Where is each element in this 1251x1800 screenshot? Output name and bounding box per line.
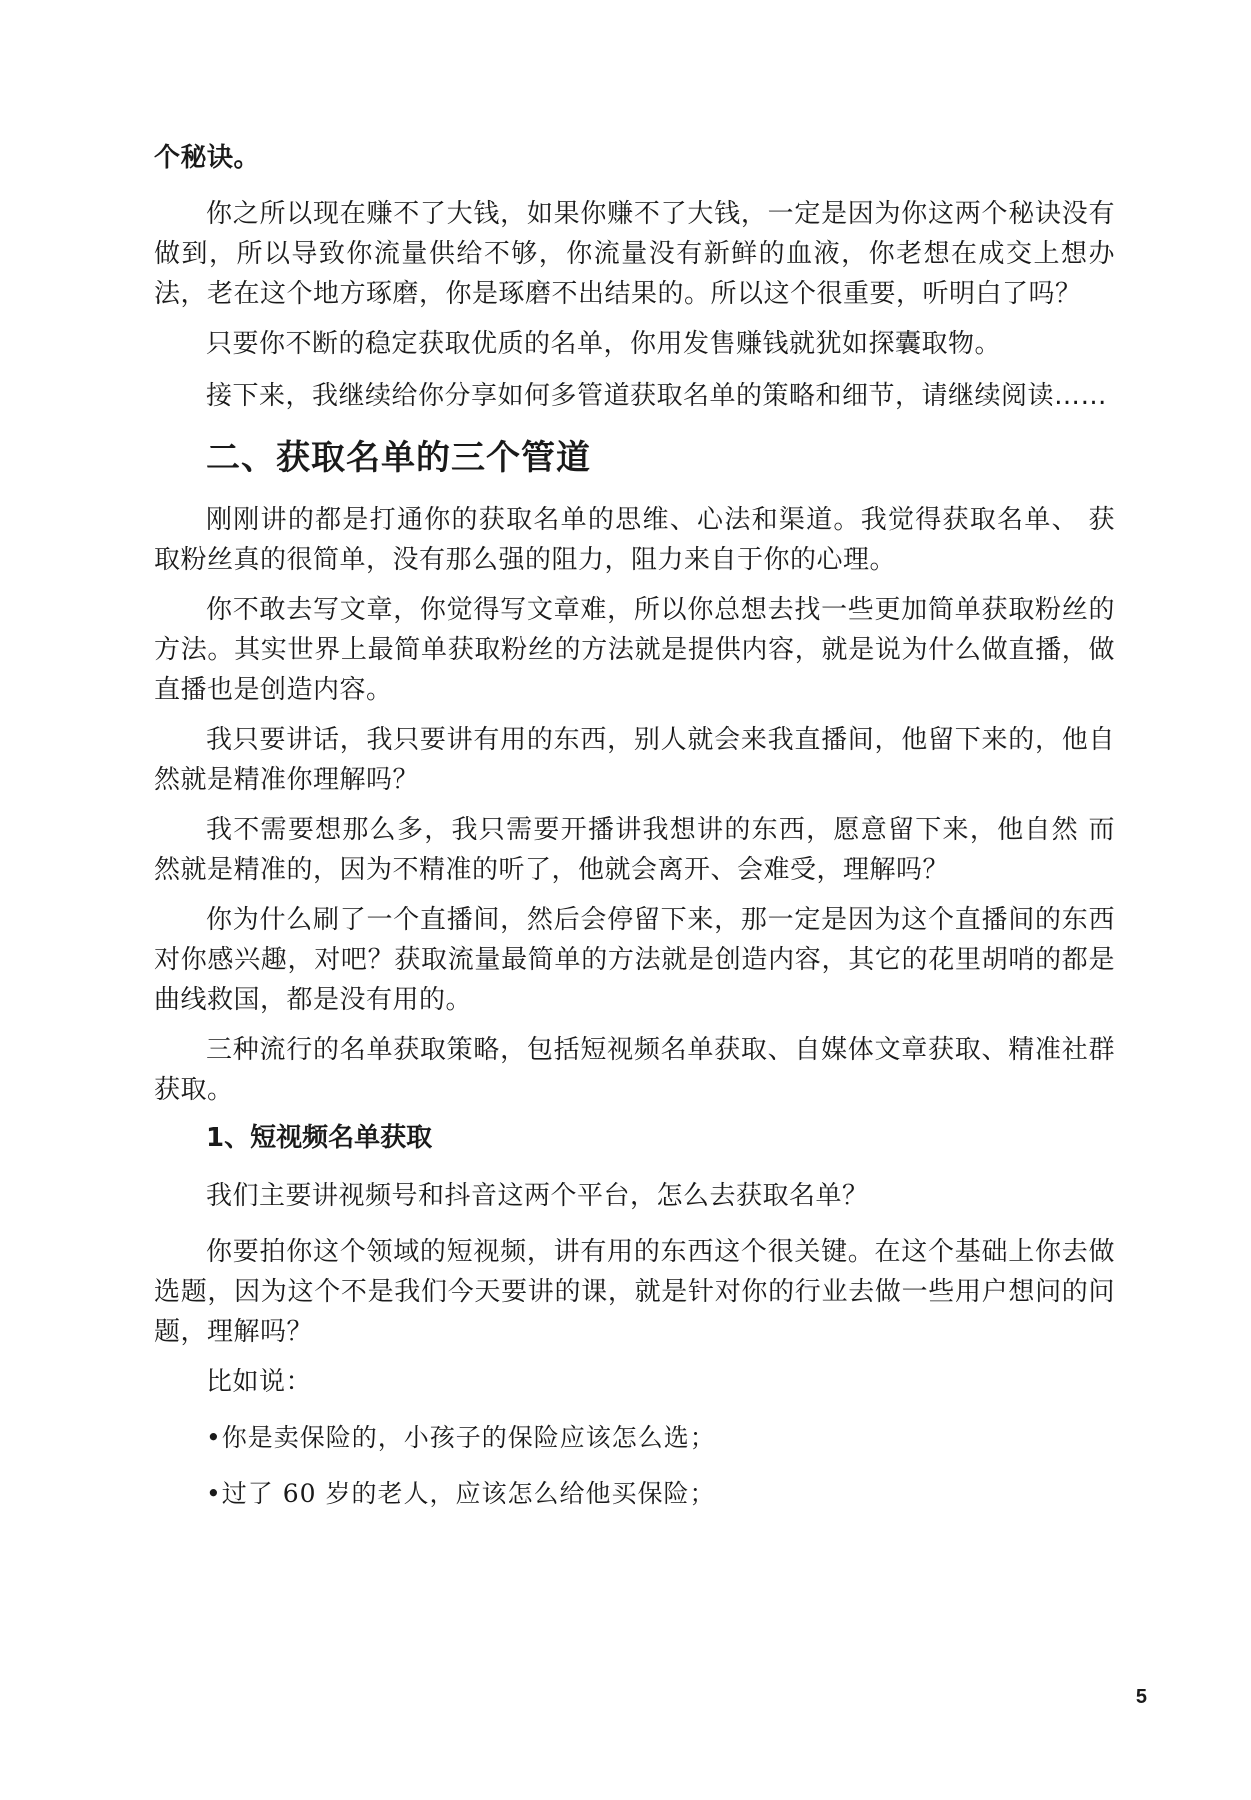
paragraph-text: 你不敢去写文章，你觉得写文章难，所以你总想去找一些更加简单获取粉丝的方法。其实世界上最简单获取粉丝的方法就是提供内容，就是说为什么做直播，做直播也是创造内容。 [154,595,1115,705]
subsection-heading [154,1118,1115,1158]
paragraph-text: 接下来，我继续给你分享如何多管道获取名单的策略和细节，请继续阅读…… [206,381,1108,411]
bullet-item [154,1418,1115,1458]
paragraph-text: 我只要讲话，我只要讲有用的东西，别人就会来我直播间，他留下来的，他自然就是精准你理解吗？ [154,725,1115,795]
paragraph [154,810,1115,890]
paragraph-text: 个秘诀。 [154,143,261,173]
paragraph [154,590,1115,710]
section-heading-text: 二、获取名单的三个管道 [206,438,591,478]
section-heading [154,434,1115,482]
bullet-text: •过了 60 岁的老人，应该怎么给他买保险； [206,1479,716,1508]
paragraph [154,194,1115,314]
paragraph [154,720,1115,800]
paragraph [154,138,1115,178]
bullet-text: •你是卖保险的，小孩子的保险应该怎么选； [206,1423,716,1452]
paragraph-text: 我不需要想那么多，我只需要开播讲我想讲的东西，愿意留下来，他自然 而然就是精准的，因为不精准的听了，他就会离开、会难受，理解吗？ [154,815,1115,885]
paragraph-text: 比如说： [206,1367,313,1397]
paragraph [154,324,1115,364]
page-number: 5 [1135,1686,1147,1708]
paragraph-text: 刚刚讲的都是打通你的获取名单的思维、心法和渠道。我觉得获取名单、 获取粉丝真的很简单，没有那么强的阻力，阻力来自于你的心理。 [154,505,1115,575]
paragraph [154,1362,1115,1402]
paragraph-text: 你为什么刷了一个直播间，然后会停留下来，那一定是因为这个直播间的东西对你感兴趣，对吧？获取流量最简单的方法就是创造内容，其它的花里胡哨的都是曲线救国，都是没有用的。 [154,905,1115,1015]
paragraph [154,1232,1115,1352]
paragraph-text: 你要拍你这个领域的短视频，讲有用的东西这个很关键。在这个基础上你去做选题，因为这个不是我们今天要讲的课，就是针对你的行业去做一些用户想问的问题，理解吗？ [154,1237,1115,1347]
paragraph [154,1176,1115,1216]
paragraph [154,900,1115,1020]
paragraph [154,376,1115,416]
paragraph-text: 我们主要讲视频号和抖音这两个平台，怎么去获取名单？ [206,1181,869,1211]
subsection-heading-text: 1、短视频名单获取 [206,1123,433,1153]
paragraph [154,1030,1115,1110]
paragraph [154,500,1115,580]
bullet-item [154,1474,1115,1514]
paragraph-text: 三种流行的名单获取策略，包括短视频名单获取、自媒体文章获取、精准社群获取。 [154,1035,1115,1105]
paragraph-text: 只要你不断的稳定获取优质的名单，你用发售赚钱就犹如探囊取物。 [206,329,1002,359]
paragraph-text: 你之所以现在赚不了大钱，如果你赚不了大钱，一定是因为你这两个秘诀没有做到，所以导致你流量供给不够，你流量没有新鲜的血液，你老想在成交上想办法，老在这个地方琢磨，你是琢磨不出结果的。所以这个很重要，听明白了吗？ [154,199,1115,309]
